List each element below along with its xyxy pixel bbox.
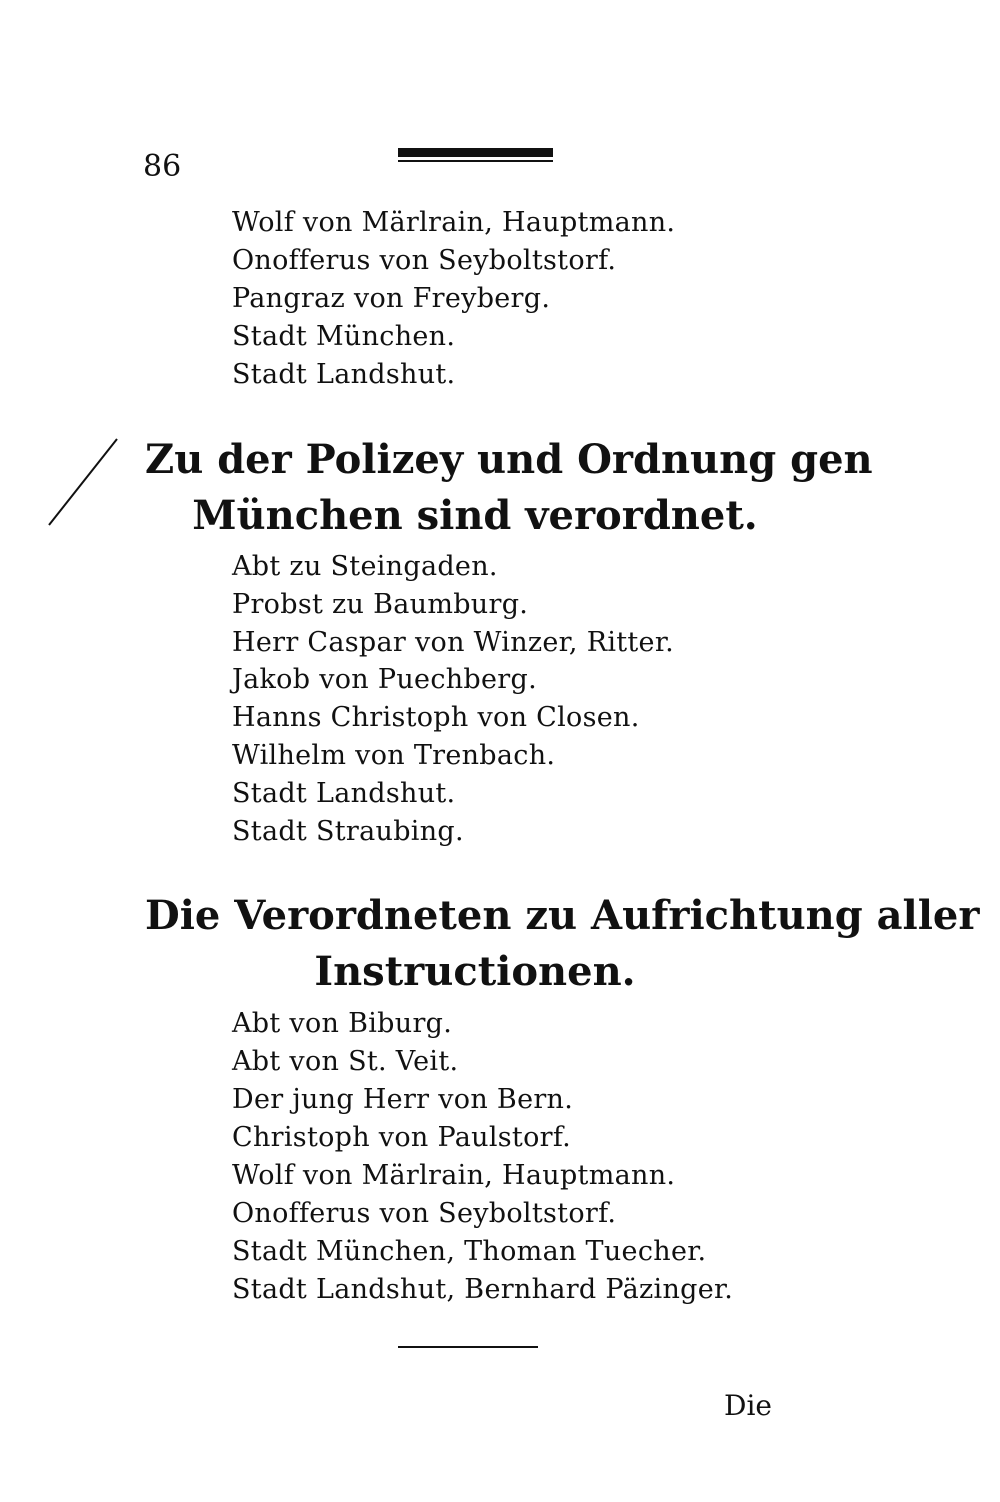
list-item: Onofferus von Seyboltstorf. <box>232 1198 617 1229</box>
list-item: Probst zu Baumburg. <box>232 588 529 620</box>
section-2-heading <box>145 432 873 544</box>
page-number: 86 <box>143 149 182 184</box>
list-item: Wolf von Märlrain, Hauptmann. <box>232 1160 676 1191</box>
list-item: Wilhelm von Trenbach. <box>232 739 556 771</box>
section-2-heading-line-2: München sind verordnet. <box>192 492 758 539</box>
list-item: Abt von Biburg. <box>232 1008 453 1039</box>
list-item: Stadt Straubing. <box>232 815 464 847</box>
list-item: Onofferus von Seyboltstorf. <box>232 245 617 276</box>
margin-pen-stroke <box>45 435 125 530</box>
section-2-list <box>232 548 674 850</box>
section-3-heading <box>145 888 980 1000</box>
list-item: Wolf von Märlrain, Hauptmann. <box>232 207 676 238</box>
section-3-list <box>232 1005 733 1309</box>
section-2-heading-line-1: Zu der Polizey und Ordnung gen <box>145 436 873 483</box>
list-item: Stadt München. <box>232 321 456 352</box>
list-item: Hanns Christoph von Closen. <box>232 702 640 734</box>
list-item: Der jung Herr von Bern. <box>232 1084 574 1115</box>
section-1-list <box>232 204 675 394</box>
header-rule <box>398 148 553 162</box>
list-item: Stadt Landshut, Bernhard Päzinger. <box>232 1274 734 1305</box>
list-item: Stadt Landshut. <box>232 777 456 809</box>
footer-rule <box>398 1346 538 1348</box>
list-item: Pangraz von Freyberg. <box>232 283 551 314</box>
list-item: Stadt München, Thoman Tuecher. <box>232 1236 707 1267</box>
list-item: Abt von St. Veit. <box>232 1046 459 1077</box>
list-item: Abt zu Steingaden. <box>232 551 498 582</box>
list-item: Jakob von Puechberg. <box>232 664 537 696</box>
list-item: Herr Caspar von Winzer, Ritter. <box>232 626 674 658</box>
catchword: Die <box>724 1389 772 1422</box>
section-3-heading-line-1: Die Verordneten zu Aufrichtung aller <box>145 892 980 939</box>
list-item: Christoph von Paulstorf. <box>232 1122 572 1153</box>
list-item: Stadt Landshut. <box>232 359 456 390</box>
section-3-heading-line-2: Instructionen. <box>314 948 636 995</box>
